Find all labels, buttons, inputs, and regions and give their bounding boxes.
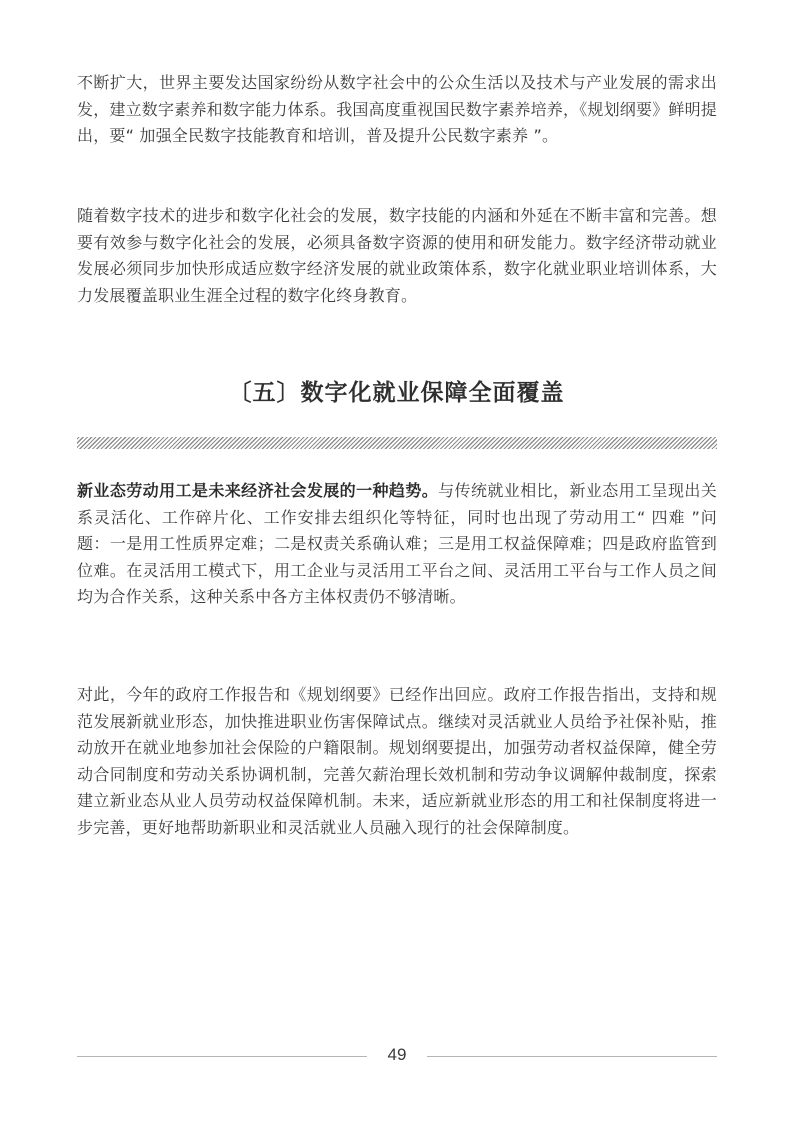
body-paragraph-1: 不断扩大，世界主要发达国家纷纷从数字社会中的公众生活以及技术与产业发展的需求出发，建立数字素养和数字能力体系。我国高度重视国民数字素养培养，《规划纲要》鲜明提出，要“ 加强全民数字技能教育和培训，普及提升公民数字素养 ”。: [77, 73, 718, 146]
footer-rule-right: [427, 1056, 717, 1057]
paragraph-lead-sentence: 新业态劳动用工是未来经济社会发展的一种趋势。: [77, 481, 439, 500]
body-paragraph-3: [77, 478, 717, 611]
body-paragraph-2: 随着数字技术的进步和数字化社会的发展，数字技能的内涵和外延在不断丰富和完善。想要有效参与数字化社会的发展，必须具备数字资源的使用和研发能力。数字经济带动就业发展必须同步加快形成适应数字经济发展的就业政策体系，数字化就业职业培训体系，大力发展覆盖职业生涯全过程的数字化终身教育。: [77, 206, 717, 305]
hatched-divider: [77, 437, 717, 449]
page-number: 49: [387, 1045, 407, 1064]
body-paragraph-4: 对此，今年的政府工作报告和《规划纲要》已经作出回应。政府工作报告指出，支持和规范发展新就业形态，加快推进职业伤害保障试点。继续对灵活就业人员给予社保补贴，推动放开在就业地参加社会保险的户籍限制。规划纲要提出，加强劳动者权益保障，健全劳动合同制度和劳动关系协调机制，完善欠薪治理长效机制和劳动争议调解仲裁制度，探索建立新业态从业人员劳动权益保障机制。未来，适应新就业形态的用工和社保制度将进一步完善，更好地帮助新职业和灵活就业人员融入现行的社会保障制度。: [77, 685, 717, 837]
section-heading: 〔五〕数字化就业保障全面覆盖: [228, 380, 565, 406]
paragraph-body-text: 与传统就业相比，新业态用工呈现出关系灵活化、工作碎片化、工作安排去组织化等特征，同时也出现了劳动用工“ 四难 ”问题：一是用工性质界定难；二是权责关系确认难；三是用工权益保障难；四是政府监管到位难。在灵活用工模式下，用工企业与灵活用工平台之间、灵活用工平台与工作人员之间均为合作关系，这种关系中各方主体权责仍不够清晰。: [77, 481, 717, 607]
footer-rule-left: [77, 1056, 367, 1057]
